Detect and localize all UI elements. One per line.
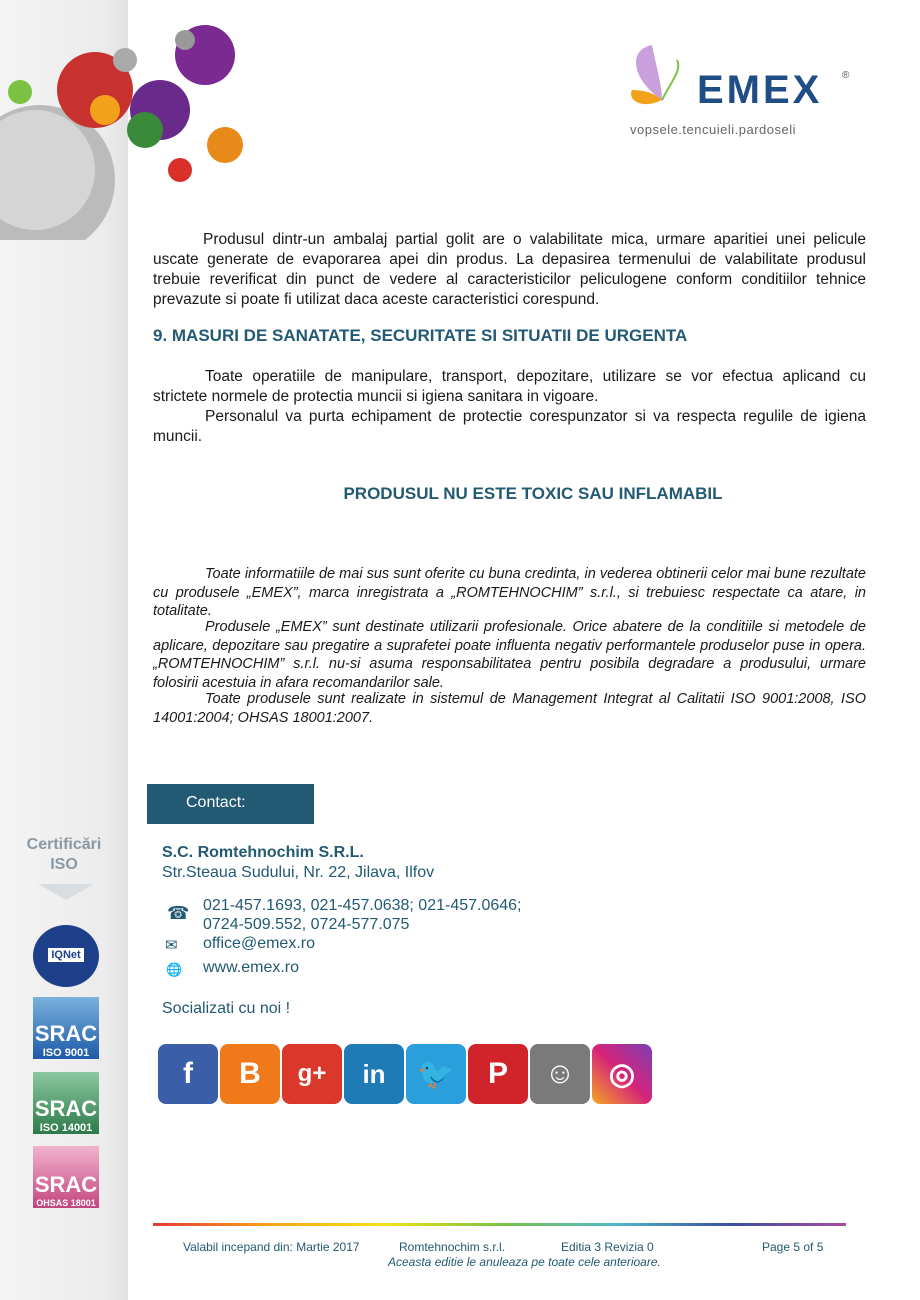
company-name: S.C. Romtehnochim S.R.L. — [162, 844, 364, 861]
linkedin-icon[interactable]: in — [344, 1044, 404, 1104]
certifications-title — [0, 835, 128, 875]
blogger-icon[interactable]: B — [220, 1044, 280, 1104]
down-arrow-icon — [38, 884, 94, 902]
decorative-spheres — [0, 0, 260, 240]
footer-note: Aceasta editie le anuleaza pe toate cele anterioare. — [388, 1255, 661, 1269]
phone-numbers-2: 0724-509.552, 0724-577.075 — [203, 916, 410, 933]
pinterest-icon[interactable]: P — [468, 1044, 528, 1104]
email-link[interactable]: office@emex.ro — [203, 935, 315, 952]
footer-valid-from: Valabil incepand din: Martie 2017 — [183, 1240, 360, 1254]
twitter-icon[interactable]: 🐦 — [406, 1044, 466, 1104]
footer-divider — [153, 1223, 846, 1226]
google-plus-icon[interactable]: g+ — [282, 1044, 342, 1104]
disclaimer-paragraph-2: Produsele „EMEX” sunt destinate utilizarii profesionale. Orice abatere de la conditiile si metodele de aplicare, depozitare sau pregatire a suprafetei poate influenta negativ performantele produselor puse in opera. „ROMTEHNOCHIM” s.r.l. nu-si asuma responsabilitatea pentru posibila degradare a produsului, urmare folosirii acestuia in afara recomandarilor sale. — [153, 619, 866, 691]
intro-paragraph: Produsul dintr-un ambalaj partial golit are o valabilitate mica, urmare aparitiei unei pelicule uscate generate de evaporarea apei din produs. La depasirea termenului de valabilitate produsul trebuie reverificat din punct de vedere al caracteristicilor peliculogene conform conditiilor tehnice prevazute si poate fi utilizat daca aceste caracteristici corespund. — [153, 231, 866, 308]
non-toxic-notice: PRODUSUL NU ESTE TOXIC SAU INFLAMABIL — [343, 484, 723, 503]
footer-company: Romtehnochim s.r.l. — [399, 1240, 506, 1254]
phone-numbers-1: 021-457.1693, 021-457.0638; 021-457.0646; — [203, 897, 522, 914]
section-9-heading: 9. MASURI DE SANATATE, SECURITATE SI SITUATII DE URGENTA — [153, 326, 688, 345]
section-9-paragraph-2: Personalul va purta echipament de protectie corespunzator si va respecta regulile de igiena muncii. — [153, 408, 866, 445]
email-icon: ✉ — [165, 937, 178, 954]
cert-title-line1: Certificări — [26, 836, 102, 853]
contact-header: Contact: — [147, 784, 314, 824]
phone-icon: ☎ — [167, 903, 190, 923]
iqnet-badge: IQNet — [33, 925, 99, 987]
cert-title-line2: ISO — [50, 856, 78, 873]
social-icons — [158, 1044, 652, 1104]
footer-page-number: Page 5 of 5 — [762, 1240, 824, 1254]
disclaimer-paragraph-3: Toate produsele sunt realizate in sistemul de Management Integrat al Calitatii ISO 9001:2008, ISO 14001:2004; OHSAS 18001:2007. — [153, 691, 866, 726]
butterfly-icon — [622, 40, 692, 120]
facebook-icon[interactable]: f — [158, 1044, 218, 1104]
ohsas-18001-badge: SRAC OHSAS 18001 — [33, 1146, 99, 1208]
footer-edition: Editia 3 Revizia 0 — [561, 1240, 654, 1254]
instagram-icon[interactable]: ◎ — [592, 1044, 652, 1104]
company-address: Str.Steaua Sudului, Nr. 22, Jilava, Ilfov — [162, 864, 435, 881]
brand-name: EMEX — [697, 68, 823, 112]
section-9-paragraph-1: Toate operatiile de manipulare, transport, depozitare, utilizare se vor efectua aplicand cu strictete normele de protectia muncii si igiena sanitara in vigoare. — [153, 368, 866, 405]
website-link[interactable]: www.emex.ro — [203, 959, 300, 976]
globe-icon: 🌐 — [166, 962, 183, 977]
disclaimer-paragraph-1: Toate informatiile de mai sus sunt oferite cu buna credinta, in vederea obtinerii celor mai bune rezultate cu produsele „EMEX”, marca inregistrata a „ROMTEHNOCHIM” s.r.l., si trebuiesc respectate ca atare, in totalitate. — [153, 566, 866, 619]
iso-9001-badge: SRAC ISO 9001 — [33, 997, 99, 1059]
emex-logo — [622, 40, 862, 140]
iso-14001-badge: SRAC ISO 14001 — [33, 1072, 99, 1134]
slideshare-icon[interactable]: ☺ — [530, 1044, 590, 1104]
brand-tagline: vopsele.tencuieli.pardoseli — [630, 122, 796, 137]
social-label: Socializati cu noi ! — [162, 1000, 291, 1017]
registered-mark: ® — [842, 70, 850, 81]
